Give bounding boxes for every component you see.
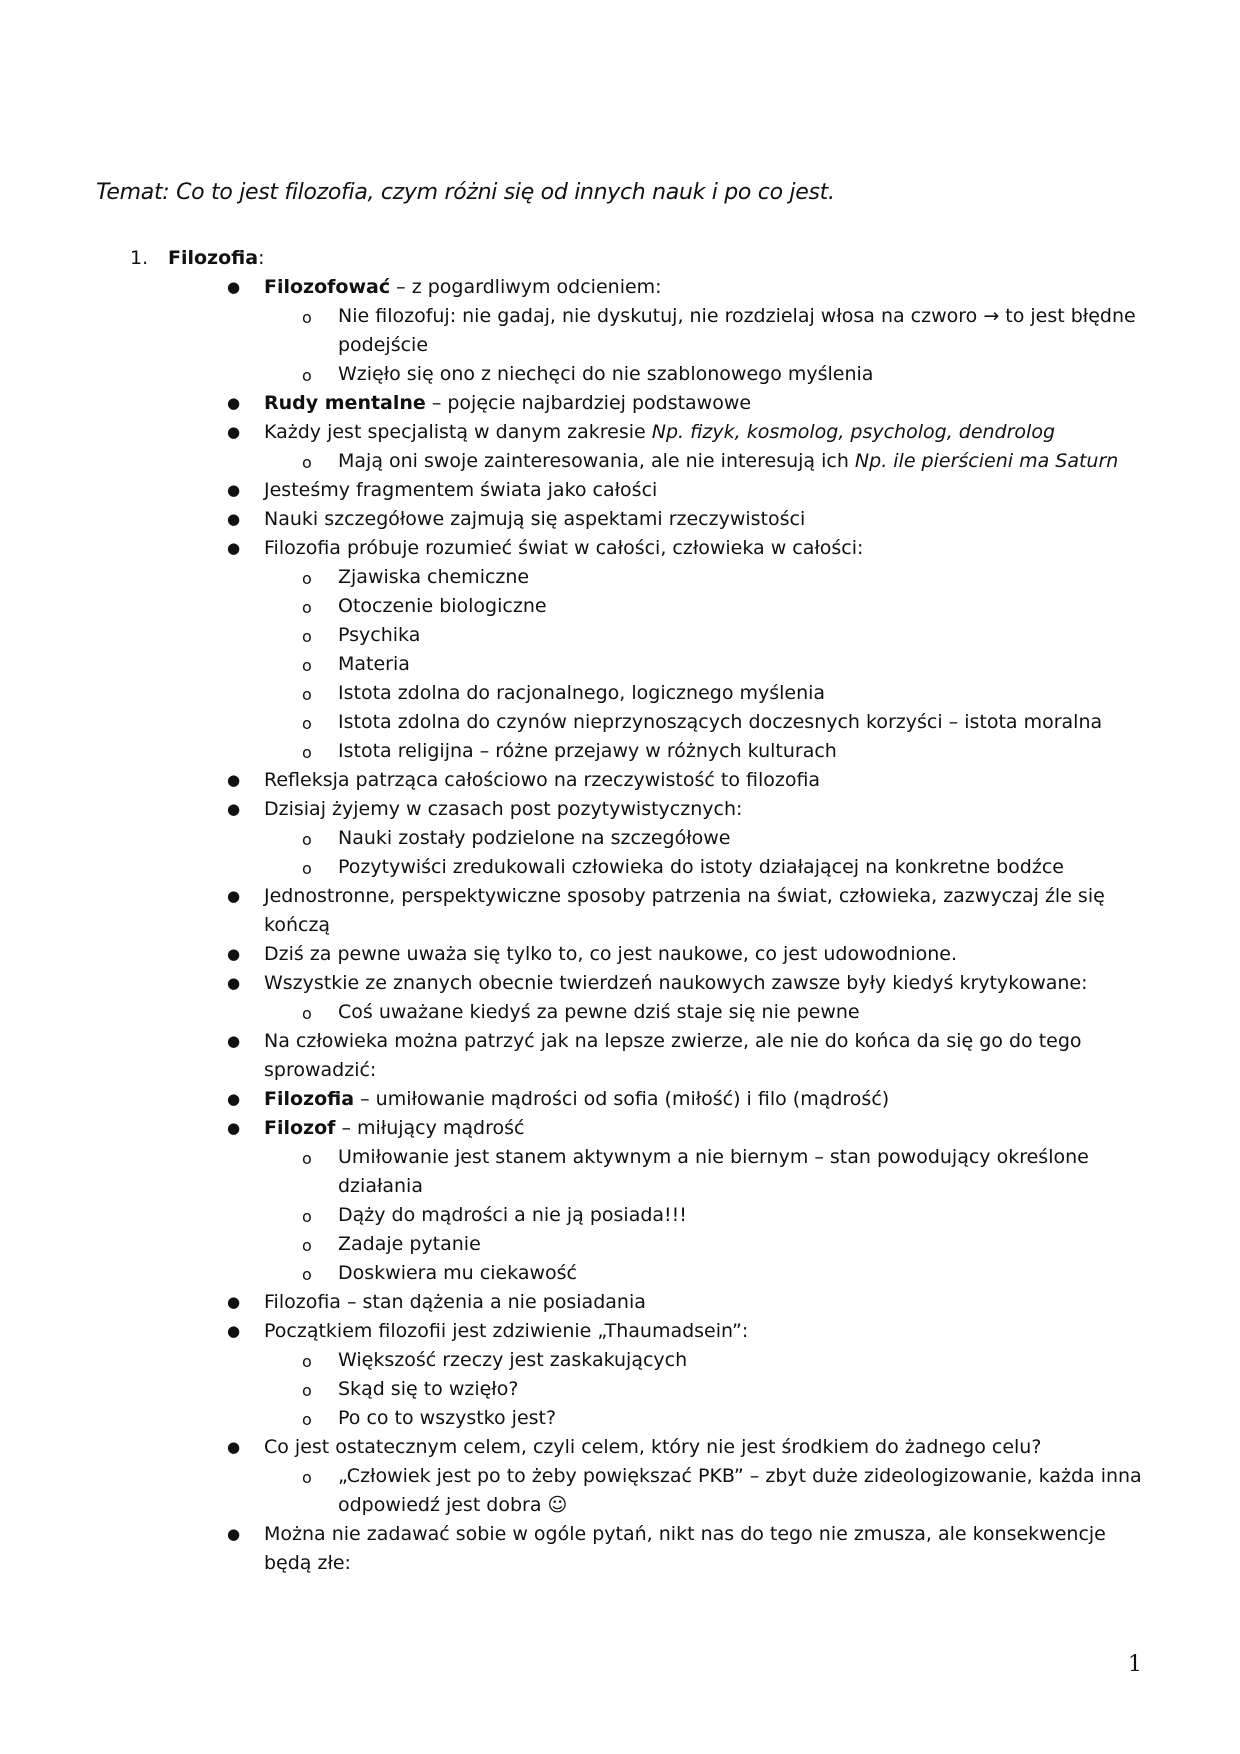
document-content bbox=[124, 244, 1154, 1578]
bullet-dot-icon: ● bbox=[227, 539, 241, 557]
bullet-list bbox=[124, 273, 1154, 1578]
list-item bbox=[124, 1317, 1154, 1346]
item-text: Zjawiska chemiczne bbox=[338, 566, 530, 588]
sub-list-item bbox=[124, 621, 1154, 650]
item-text: Nauki szczegółowe zajmują się aspektami rzeczywistości bbox=[264, 508, 806, 530]
item-text: Coś uważane kiedyś za pewne dziś staje się nie pewne bbox=[338, 1001, 860, 1023]
item-text: Początkiem filozofii jest zdziwienie „Thaumadsein”: bbox=[264, 1320, 749, 1342]
item-text: Filozof bbox=[264, 1117, 336, 1139]
sub-list-item bbox=[124, 1143, 1154, 1201]
bullet-circle-icon: o bbox=[302, 1352, 312, 1371]
bullet-circle-icon: o bbox=[302, 1236, 312, 1255]
bullet-dot-icon: ● bbox=[227, 1032, 241, 1050]
bullet-circle-icon: o bbox=[302, 453, 312, 472]
list-item bbox=[124, 1520, 1154, 1578]
bullet-circle-icon: o bbox=[302, 685, 312, 704]
sub-list-item bbox=[124, 737, 1154, 766]
sub-list-item bbox=[124, 708, 1154, 737]
item-text: Jesteśmy fragmentem świata jako całości bbox=[264, 479, 658, 501]
bullet-dot-icon: ● bbox=[227, 800, 241, 818]
list-item bbox=[124, 882, 1154, 940]
bullet-dot-icon: ● bbox=[227, 510, 241, 528]
section-heading bbox=[124, 244, 1154, 273]
item-text: Otoczenie biologiczne bbox=[338, 595, 547, 617]
item-text: Doskwiera mu ciekawość bbox=[338, 1262, 577, 1284]
bullet-dot-icon: ● bbox=[227, 771, 241, 789]
item-text: Nie filozofuj: nie gadaj, nie dyskutuj, nie rozdzielaj włosa na czworo → to jest błędne podejście bbox=[338, 305, 1136, 356]
item-text: Istota zdolna do racjonalnego, logicznego myślenia bbox=[338, 682, 826, 704]
item-text: „Człowiek jest po to żeby powiększać PKB” – zbyt duże zideologizowanie, każda inna odpowiedź jest dobra ☺ bbox=[338, 1465, 1142, 1516]
sub-list-item bbox=[124, 563, 1154, 592]
bullet-circle-icon: o bbox=[302, 1381, 312, 1400]
bullet-circle-icon: o bbox=[302, 569, 312, 588]
section-suffix: : bbox=[258, 247, 265, 269]
item-text: – umiłowanie mądrości od sofia (miłość) i filo (mądrość) bbox=[354, 1088, 890, 1110]
item-text: Np. fizyk, kosmolog, psycholog, dendrolog bbox=[651, 421, 1056, 443]
list-item bbox=[124, 1085, 1154, 1114]
item-text: Co jest ostatecznym celem, czyli celem, który nie jest środkiem do żadnego celu? bbox=[264, 1436, 1042, 1458]
bullet-dot-icon: ● bbox=[227, 278, 241, 296]
item-text: Pozytywiści zredukowali człowieka do istoty działającej na konkretne bodźce bbox=[338, 856, 1064, 878]
item-text: Materia bbox=[338, 653, 410, 675]
section-number: 1. bbox=[130, 247, 149, 269]
bullet-dot-icon: ● bbox=[227, 394, 241, 412]
list-item bbox=[124, 1114, 1154, 1143]
bullet-dot-icon: ● bbox=[227, 1438, 241, 1456]
list-item bbox=[124, 476, 1154, 505]
sub-list-item bbox=[124, 853, 1154, 882]
bullet-circle-icon: o bbox=[302, 1410, 312, 1429]
item-text: Istota religijna – różne przejawy w różnych kulturach bbox=[338, 740, 837, 762]
item-text: Rudy mentalne bbox=[264, 392, 426, 414]
item-text: Można nie zadawać sobie w ogóle pytań, nikt nas do tego nie zmusza, ale konsekwencje będą złe: bbox=[264, 1523, 1106, 1574]
bullet-circle-icon: o bbox=[302, 366, 312, 385]
list-item bbox=[124, 534, 1154, 563]
item-text: Filozofia – stan dążenia a nie posiadania bbox=[264, 1291, 646, 1313]
item-text: Jednostronne, perspektywiczne sposoby patrzenia na świat, człowieka, zazwyczaj źle się kończą bbox=[264, 885, 1105, 936]
sub-list-item bbox=[124, 679, 1154, 708]
bullet-dot-icon: ● bbox=[227, 1293, 241, 1311]
bullet-circle-icon: o bbox=[302, 743, 312, 762]
document-title: Temat: Co to jest filozofia, czym różni się od innych nauk i po co jest. bbox=[96, 180, 835, 205]
item-text: Każdy jest specjalistą w danym zakresie bbox=[264, 421, 652, 443]
list-item bbox=[124, 1288, 1154, 1317]
list-item bbox=[124, 1433, 1154, 1462]
list-item bbox=[124, 389, 1154, 418]
bullet-circle-icon: o bbox=[302, 598, 312, 617]
sub-list-item bbox=[124, 1201, 1154, 1230]
item-text: Filozofować bbox=[264, 276, 391, 298]
sub-list-item bbox=[124, 650, 1154, 679]
sub-list-item bbox=[124, 302, 1154, 360]
item-text: Np. ile pierścieni ma Saturn bbox=[854, 450, 1119, 472]
sub-list-item bbox=[124, 1259, 1154, 1288]
bullet-circle-icon: o bbox=[302, 830, 312, 849]
item-text: Na człowieka można patrzyć jak na lepsze zwierze, ale nie do końca da się go do tego sprowadzić: bbox=[264, 1030, 1082, 1081]
sub-list-item bbox=[124, 1346, 1154, 1375]
sub-list-item bbox=[124, 447, 1154, 476]
item-text: Wzięło się ono z niechęci do nie szablonowego myślenia bbox=[338, 363, 874, 385]
bullet-circle-icon: o bbox=[302, 1004, 312, 1023]
item-text: Dziś za pewne uważa się tylko to, co jest naukowe, co jest udowodnione. bbox=[264, 943, 958, 965]
item-text: – z pogardliwym odcieniem: bbox=[390, 276, 662, 298]
item-text: Filozofia próbuje rozumieć świat w całości, człowieka w całości: bbox=[264, 537, 864, 559]
sub-list-item bbox=[124, 1230, 1154, 1259]
item-text: Refleksja patrząca całościowo na rzeczywistość to filozofia bbox=[264, 769, 821, 791]
item-text: Wszystkie ze znanych obecnie twierdzeń naukowych zawsze były kiedyś krytykowane: bbox=[264, 972, 1088, 994]
list-item bbox=[124, 969, 1154, 998]
item-text: – pojęcie najbardziej podstawowe bbox=[425, 392, 752, 414]
list-item bbox=[124, 795, 1154, 824]
bullet-dot-icon: ● bbox=[227, 1525, 241, 1543]
item-text: Dzisiaj żyjemy w czasach post pozytywistycznych: bbox=[264, 798, 743, 820]
list-item bbox=[124, 766, 1154, 795]
section-label: Filozofia bbox=[168, 247, 259, 269]
item-text: Dąży do mądrości a nie ją posiada!!! bbox=[338, 1204, 687, 1226]
item-text: Nauki zostały podzielone na szczegółowe bbox=[338, 827, 731, 849]
item-text: – miłujący mądrość bbox=[335, 1117, 525, 1139]
item-text: Większość rzeczy jest zaskakujących bbox=[338, 1349, 688, 1371]
list-item bbox=[124, 940, 1154, 969]
bullet-circle-icon: o bbox=[302, 714, 312, 733]
item-text: Psychika bbox=[338, 624, 421, 646]
bullet-circle-icon: o bbox=[302, 627, 312, 646]
bullet-circle-icon: o bbox=[302, 308, 312, 327]
item-text: Istota zdolna do czynów nieprzynoszących doczesnych korzyści – istota moralna bbox=[338, 711, 1103, 733]
bullet-dot-icon: ● bbox=[227, 481, 241, 499]
sub-list-item bbox=[124, 824, 1154, 853]
bullet-circle-icon: o bbox=[302, 1265, 312, 1284]
sub-list-item bbox=[124, 360, 1154, 389]
bullet-circle-icon: o bbox=[302, 1468, 312, 1487]
item-text: Umiłowanie jest stanem aktywnym a nie biernym – stan powodujący określone działania bbox=[338, 1146, 1089, 1197]
bullet-dot-icon: ● bbox=[227, 945, 241, 963]
sub-list-item bbox=[124, 1375, 1154, 1404]
item-text: Filozofia bbox=[264, 1088, 355, 1110]
item-text: Skąd się to wzięło? bbox=[338, 1378, 519, 1400]
list-item bbox=[124, 505, 1154, 534]
list-item bbox=[124, 418, 1154, 447]
bullet-dot-icon: ● bbox=[227, 974, 241, 992]
item-text: Zadaje pytanie bbox=[338, 1233, 481, 1255]
item-text: Mają oni swoje zainteresowania, ale nie interesują ich bbox=[338, 450, 855, 472]
sub-list-item bbox=[124, 592, 1154, 621]
item-text: Po co to wszystko jest? bbox=[338, 1407, 557, 1429]
page-number: 1 bbox=[1128, 1652, 1142, 1677]
bullet-dot-icon: ● bbox=[227, 1322, 241, 1340]
bullet-circle-icon: o bbox=[302, 1149, 312, 1168]
bullet-dot-icon: ● bbox=[227, 423, 241, 441]
bullet-circle-icon: o bbox=[302, 656, 312, 675]
bullet-circle-icon: o bbox=[302, 1207, 312, 1226]
sub-list-item bbox=[124, 1404, 1154, 1433]
list-item bbox=[124, 273, 1154, 302]
list-item bbox=[124, 1027, 1154, 1085]
sub-list-item bbox=[124, 1462, 1154, 1520]
bullet-dot-icon: ● bbox=[227, 1119, 241, 1137]
sub-list-item bbox=[124, 998, 1154, 1027]
bullet-dot-icon: ● bbox=[227, 1090, 241, 1108]
bullet-dot-icon: ● bbox=[227, 887, 241, 905]
bullet-circle-icon: o bbox=[302, 859, 312, 878]
